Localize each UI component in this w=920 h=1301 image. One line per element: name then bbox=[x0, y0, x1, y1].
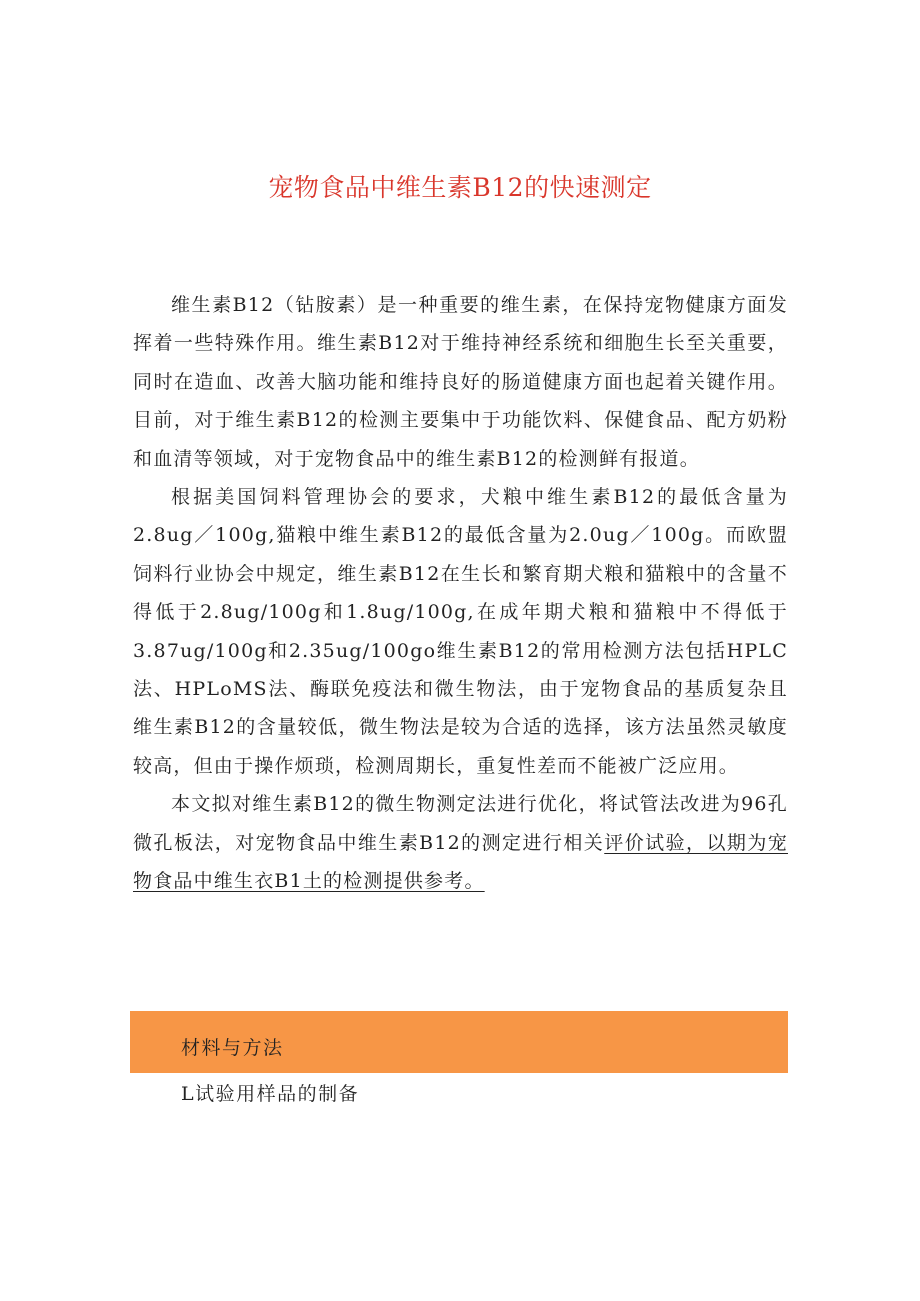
article-body bbox=[133, 286, 788, 901]
page-title: 宠物食品中维生素B12的快速测定 bbox=[268, 173, 652, 202]
underlined-text: 评价试验，以期为宠物食品中维生衣B1土的检测提供参考。 bbox=[133, 831, 788, 893]
paragraph-purpose-text: 本文拟对维生素B12的微生物测定法进行优化，将试管法改进为96孔微孔板法，对宠物食品中维生素B12的测定进行相关 bbox=[133, 793, 788, 854]
paragraph-standards: 根据美国饲料管理协会的要求，犬粮中维生素B12的最低含量为2.8ug／100g,猫粮中维生素B12的最低含量为2.0ug／100g。而欧盟饲料行业协会中规定，维生素B12在生长和繁育期犬粮和猫粮中的含量不得低于2.8ug/100g和1.8ug/100g,在成年期犬粮和猫粮中不得低于3.87ug/100g和2.35ug/100go维生素B12的常用检测方法包括HPLC法、HPLoMS法、酶联免疫法和微生物法，由于宠物食品的基质复杂且维生素B12的含量较低，微生物法是较为合适的选择，该方法虽然灵敏度较高，但由于操作烦琐，检测周期长，重复性差而不能被广泛应用。 bbox=[133, 486, 788, 777]
paragraph-purpose bbox=[133, 785, 788, 900]
paragraph-intro: 维生素B12（钻胺素）是一种重要的维生素，在保持宠物健康方面发挥着一些特殊作用。维生素B12对于维持神经系统和细胞生长至关重要，同时在造血、改善大脑功能和维持良好的肠道健康方面也起着关键作用。目前，对于维生素B12的检测主要集中于功能饮料、保健食品、配方奶粉和血清等领域，对于宠物食品中的维生素B12的检测鲜有报道。 bbox=[133, 294, 788, 470]
subsection-heading: L试验用样品的制备 bbox=[181, 1083, 360, 1105]
section-heading: 材料与方法 bbox=[181, 1037, 284, 1059]
